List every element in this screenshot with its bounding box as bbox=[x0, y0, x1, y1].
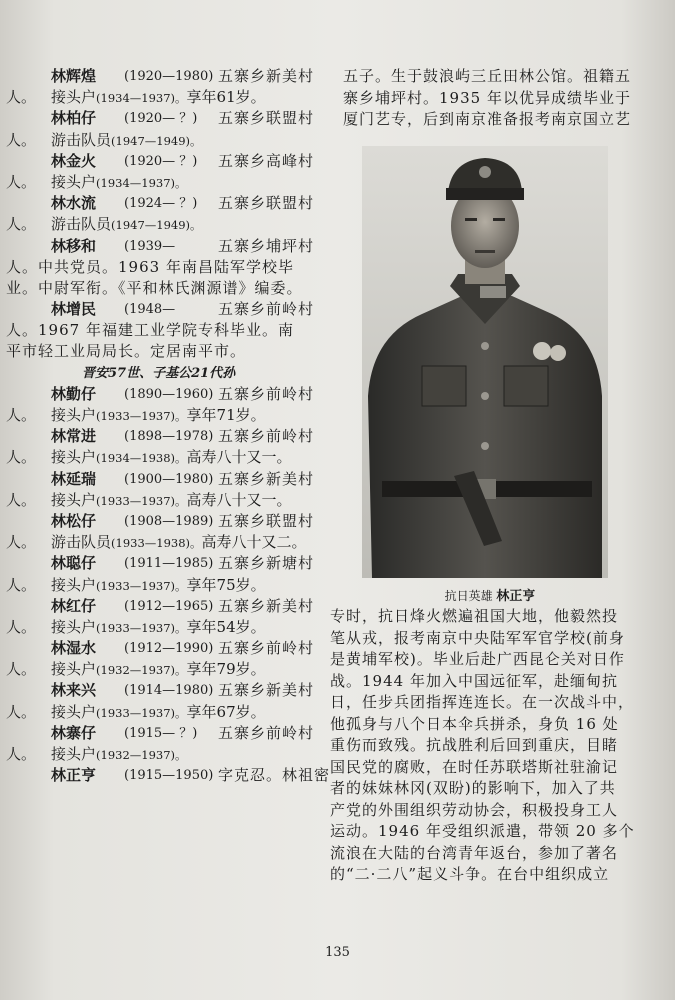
entry-name: 林寨仔 bbox=[51, 723, 97, 742]
entry-role: 接头户 bbox=[51, 660, 97, 679]
entry-name: 林聪仔 bbox=[51, 554, 97, 573]
entry-name: 林柏仔 bbox=[51, 109, 97, 128]
text-line: 厦门艺专，后到南京准备报考南京国立艺 bbox=[343, 110, 632, 128]
entry-role: 游击队员 bbox=[51, 130, 112, 149]
text-line: 国民党的腐败，在时任苏联塔斯社驻渝记 bbox=[330, 757, 619, 776]
entry-line bbox=[6, 236, 336, 257]
text-line: 产党的外围组织劳动协会，积极投身工人 bbox=[330, 800, 619, 819]
generation-header: 晋安57世、子基公21代孙 bbox=[82, 365, 236, 381]
entry-note: 享年79岁。 bbox=[186, 660, 266, 679]
text-line: 专时，抗日烽火燃遍祖国大地，他毅然投 bbox=[330, 607, 619, 625]
entry-line: 人。 游击队员(1933—1938)。高寿八十又二。 bbox=[6, 533, 307, 552]
entry-text: 人。1967 年福建工业学院专科毕业。南 bbox=[6, 321, 294, 340]
entry-years: (1912—1990) bbox=[124, 641, 214, 657]
entry-line bbox=[6, 723, 336, 744]
entry-line: 人。 接头户(1933—1937)。高寿八十又一。 bbox=[6, 490, 292, 509]
entry-line bbox=[6, 66, 336, 87]
text-line: 运动。1946 年受组织派遣，带领 20 多个 bbox=[330, 822, 635, 840]
entry-note: 享年61岁。 bbox=[186, 88, 266, 107]
entry-years: (1912—1965) bbox=[124, 598, 214, 614]
entry-years: (1939— bbox=[124, 238, 176, 254]
entry-line bbox=[6, 299, 336, 320]
entry-note: 高寿八十又二。 bbox=[201, 533, 307, 552]
entry-role: 接头户 bbox=[51, 617, 97, 636]
entry-text: 平市轻工业局局长。定居南平市。 bbox=[6, 342, 247, 361]
entry-name: 林增民 bbox=[51, 300, 97, 319]
entry-place: 五寨乡埔坪村 bbox=[218, 236, 315, 255]
entry-years: (1915— ？) bbox=[124, 725, 198, 741]
entry-note: 高寿八十又一。 bbox=[186, 490, 292, 509]
entry-line: 人。 接头户(1934—1938)。高寿八十又一。 bbox=[6, 448, 292, 467]
entry-note: 高寿八十又一。 bbox=[186, 448, 292, 467]
entry-line bbox=[6, 511, 336, 532]
text-line: 日，任步兵团指挥连连长。在一次战斗中， bbox=[330, 693, 635, 711]
entry-period: (1933—1938)。 bbox=[111, 536, 202, 551]
entry-line bbox=[6, 257, 336, 278]
entry-role: 接头户 bbox=[51, 575, 97, 594]
entry-period: (1934—1937)。 bbox=[96, 175, 187, 190]
entry-note: 享年71岁。 bbox=[186, 406, 266, 424]
right-column-top bbox=[343, 66, 643, 131]
entry-period: (1933—1937)。 bbox=[96, 578, 187, 593]
entry-line: 人。 接头户(1933—1937)。享年54岁。 bbox=[6, 617, 266, 636]
entry-line bbox=[6, 680, 336, 701]
entry-role: 接头户 bbox=[51, 702, 97, 721]
entry-place: 五寨乡联盟村 bbox=[218, 109, 315, 128]
entry-place: 五寨乡高峰村 bbox=[218, 151, 315, 170]
text-line: 的“二·二八”起义斗争。在台中组织成立 bbox=[330, 865, 610, 883]
entry-years: (1900—1980) bbox=[124, 471, 214, 487]
entry-line: 人。 接头户(1933—1937)。享年67岁。 bbox=[6, 702, 266, 721]
entry-name: 林移和 bbox=[51, 236, 97, 255]
text-line: 是黄埔军校)。毕业后赴广西昆仑关对日作 bbox=[330, 650, 625, 668]
entry-note: 享年67岁。 bbox=[186, 702, 266, 721]
entry-line bbox=[6, 469, 336, 490]
entry-years: (1920— ？) bbox=[124, 111, 198, 127]
entry-line bbox=[6, 638, 336, 659]
entry-place: 五寨乡新塘村 bbox=[218, 554, 315, 573]
entry-place: 五寨乡联盟村 bbox=[218, 511, 315, 530]
text-line: 重伤而致残。抗战胜利后回到重庆，目睹 bbox=[330, 736, 619, 754]
entry-period: (1933—1937)。 bbox=[96, 493, 187, 508]
text-line: 寨乡埔坪村。1935 年以优异成绩毕业于 bbox=[343, 88, 631, 107]
entry-place: 五寨乡前岭村 bbox=[218, 300, 315, 319]
entry-note: 享年75岁。 bbox=[186, 575, 266, 594]
entry-period: (1947—1949)。 bbox=[111, 218, 202, 233]
entry-place: 字克忍。林祖密 bbox=[218, 766, 331, 785]
entry-role: 接头户 bbox=[51, 88, 97, 107]
caption-name: 林正亨 bbox=[496, 589, 536, 604]
entry-line: 人。 接头户(1933—1937)。享年75岁。 bbox=[6, 575, 266, 594]
entry-period: (1933—1937)。 bbox=[96, 620, 187, 635]
entry-period: (1932—1937)。 bbox=[96, 663, 187, 678]
entry-name: 林辉煌 bbox=[51, 67, 97, 85]
entry-name: 林正亨 bbox=[51, 766, 97, 785]
entry-years: (1948— bbox=[124, 302, 176, 318]
caption-prefix: 抗日英雄 bbox=[444, 589, 493, 603]
entry-years: (1890—1960) bbox=[124, 386, 214, 402]
text-line: 战。1944 年加入中国远征军，赴缅甸抗 bbox=[330, 671, 618, 690]
entry-years: (1920—1980) bbox=[124, 69, 214, 84]
entry-place: 五寨乡新美村 bbox=[218, 596, 315, 615]
entry-years: (1911—1985) bbox=[124, 556, 214, 572]
entry-line: 人。 接头户(1934—1937)。 bbox=[6, 172, 187, 191]
entry-line bbox=[6, 765, 336, 786]
entry-name: 林来兴 bbox=[51, 681, 97, 700]
entry-line: 人。 游击队员(1947—1949)。 bbox=[6, 130, 202, 149]
entry-role: 接头户 bbox=[51, 172, 97, 191]
entry-place: 五寨乡前岭村 bbox=[218, 723, 315, 742]
entry-period: (1934—1938)。 bbox=[96, 451, 187, 466]
text-line: 者的妹妹林冈(双盼)的影响下，加入了共 bbox=[330, 779, 616, 797]
entry-place: 五寨乡新美村 bbox=[218, 469, 315, 488]
entry-years: (1914—1980) bbox=[124, 683, 214, 699]
entry-line bbox=[6, 278, 336, 299]
entry-period: (1933—1937)。 bbox=[96, 409, 187, 423]
entry-years: (1898—1978) bbox=[124, 429, 214, 445]
entry-name: 林松仔 bbox=[51, 511, 97, 530]
soldier-portrait-image bbox=[362, 146, 608, 578]
entry-place: 五寨乡新美村 bbox=[218, 67, 315, 85]
entry-name: 林红仔 bbox=[51, 596, 97, 615]
entry-years: (1908—1989) bbox=[124, 513, 214, 529]
entry-name: 林金火 bbox=[51, 151, 97, 170]
entry-role: 接头户 bbox=[51, 490, 97, 509]
photo-caption bbox=[380, 585, 600, 604]
entry-role: 游击队员 bbox=[51, 215, 112, 234]
entry-text: 人。中共党员。1963 年南昌陆军学校毕 bbox=[6, 257, 294, 276]
page-number: 135 bbox=[325, 945, 350, 960]
entry-line: 人。 接头户(1932—1937)。享年79岁。 bbox=[6, 660, 266, 679]
entry-role: 接头户 bbox=[51, 448, 97, 467]
entry-period: (1932—1937)。 bbox=[96, 748, 187, 762]
entry-line bbox=[6, 151, 336, 172]
entry-name: 林水流 bbox=[51, 194, 97, 213]
entry-place: 五寨乡前岭村 bbox=[218, 384, 315, 403]
entry-period: (1947—1949)。 bbox=[111, 133, 202, 148]
entry-years: (1920— ？) bbox=[124, 153, 198, 169]
entry-line bbox=[6, 193, 336, 214]
left-column bbox=[6, 66, 336, 786]
entry-role: 接头户 bbox=[51, 745, 97, 763]
entry-place: 五寨乡前岭村 bbox=[218, 639, 315, 658]
text-line: 流浪在大陆的台湾青年返台，参加了著名 bbox=[330, 843, 619, 862]
entry-period: (1934—1937)。 bbox=[96, 91, 187, 106]
entry-line: 人。 游击队员(1947—1949)。 bbox=[6, 215, 202, 234]
entry-role: 接头户 bbox=[51, 406, 97, 424]
right-column-bottom bbox=[330, 606, 642, 886]
entry-years: (1915—1950) bbox=[124, 768, 214, 784]
entry-name: 林湿水 bbox=[51, 639, 97, 658]
entry-name: 林延瑞 bbox=[51, 469, 97, 488]
entry-place: 五寨乡联盟村 bbox=[218, 194, 315, 213]
entry-line: 人。 接头户(1933—1937)。享年71岁。 bbox=[6, 406, 266, 424]
entry-name: 林常进 bbox=[51, 427, 97, 446]
entry-line: 人。 接头户(1934—1937)。享年61岁。 bbox=[6, 88, 266, 107]
text-line: 他孤身与八个日本伞兵拼杀，身负 16 处 bbox=[330, 714, 619, 733]
entry-line bbox=[6, 384, 336, 405]
entry-line: 人。 接头户(1932—1937)。 bbox=[6, 745, 187, 763]
text-line: 五子。生于鼓浪屿三丘田林公馆。祖籍五 bbox=[343, 67, 632, 85]
entry-name: 林勤仔 bbox=[51, 384, 97, 403]
entry-line bbox=[6, 426, 336, 447]
entry-line bbox=[6, 108, 336, 129]
entry-place: 五寨乡前岭村 bbox=[218, 427, 315, 446]
entry-place: 五寨乡新美村 bbox=[218, 681, 315, 700]
portrait-photo bbox=[362, 146, 608, 578]
text-line: 笔从戎，报考南京中央陆军军官学校(前身 bbox=[330, 628, 625, 647]
entry-period: (1933—1937)。 bbox=[96, 705, 187, 720]
entry-years: (1924— ？) bbox=[124, 196, 198, 212]
entry-line bbox=[6, 596, 336, 617]
entry-note: 享年54岁。 bbox=[186, 617, 266, 636]
entry-line bbox=[6, 553, 336, 574]
entry-text: 业。中尉军衔。《平和林氏渊源谱》编委。 bbox=[6, 278, 303, 297]
entry-line bbox=[6, 320, 336, 341]
entry-line bbox=[6, 341, 336, 362]
entry-role: 游击队员 bbox=[51, 533, 112, 552]
